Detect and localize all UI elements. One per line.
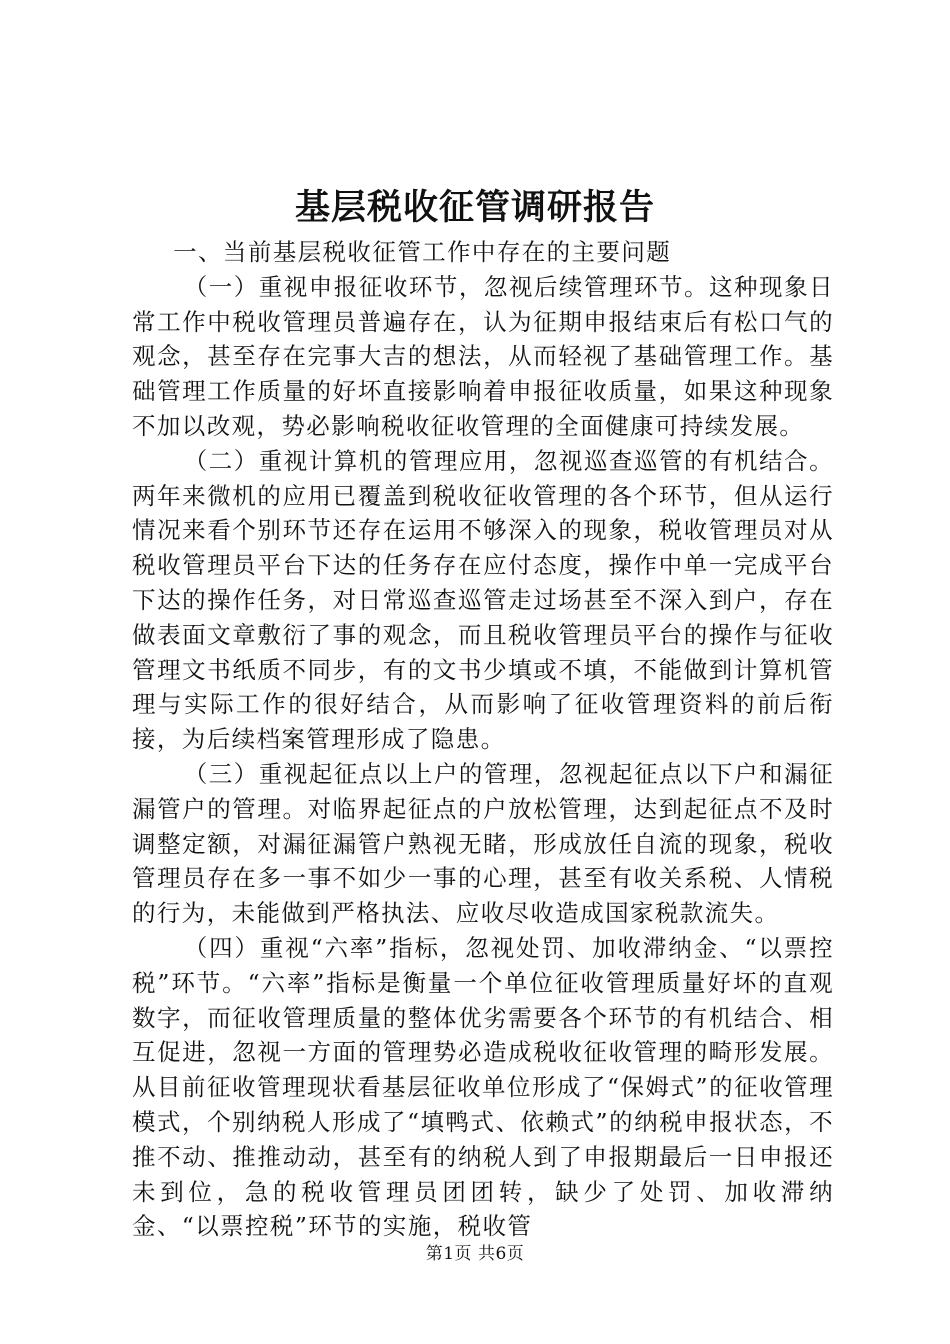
section-heading: 一、当前基层税收征管工作中存在的主要问题: [173, 238, 672, 266]
paragraph-1: （一）重视申报征收环节，忽视后续管理环节。这种现象日常工作中税收管理员普遍存在，认为征期申报结束后有松口气的观念，甚至存在完事大吉的想法，从而轻视了基础管理工作。基础管理工作质量的好坏直接影响着申报征收质量，如果这种现象不加以改观，势必影响税收征收管理的全面健康可持续发展。: [132, 272, 834, 440]
paragraph-4: （四）重视“六率”指标，忽视处罚、加收滞纳金、“以票控税”环节。“六率”指标是衡量一个单位征收管理质量好坏的直观数字，而征收管理质量的整体优劣需要各个环节的有机结合、相互促进，忽视一方面的管理势必造成税收征收管理的畸形发展。从目前征收管理现状看基层征收单位形成了“保姆式”的征收管理模式，个别纳税人形成了“填鸭式、依赖式”的纳税申报状态，不推不动、推推动动，甚至有的纳税人到了申报期最后一日申报还未到位，急的税收管理员团团转，缺少了处罚、加收滞纳金、“以票控税”环节的实施，税收管: [132, 933, 834, 1241]
page-footer: 第1页 共6页: [425, 1244, 525, 1264]
paragraph-2: （二）重视计算机的管理应用，忽视巡查巡管的有机结合。两年来微机的应用已覆盖到税收征收管理的各个环节，但从运行情况来看个别环节还存在运用不够深入的现象，税收管理员对从税收管理员平台下达的任务存在应付态度，操作中单一完成平台下达的操作任务，对日常巡查巡管走过场甚至不深入到户，存在做表面文章敷衍了事的观念，而且税收管理员平台的操作与征收管理文书纸质不同步，有的文书少填或不填，不能做到计算机管理与实际工作的很好结合，从而影响了征收管理资料的前后衔接，为后续档案管理形成了隐患。: [132, 446, 834, 754]
document-body: [132, 235, 834, 1244]
document-title: 基层税收征管调研报告: [294, 187, 655, 228]
paragraph-3: （三）重视起征点以上户的管理，忽视起征点以下户和漏征漏管户的管理。对临界起征点的户放松管理，达到起征点不及时调整定额，对漏征漏管户熟视无睹，形成放任自流的现象，税收管理员存在多一事不如少一事的心理，甚至有收关系税、人情税的行为，未能做到严格执法、应收尽收造成国家税款流失。: [132, 759, 834, 928]
